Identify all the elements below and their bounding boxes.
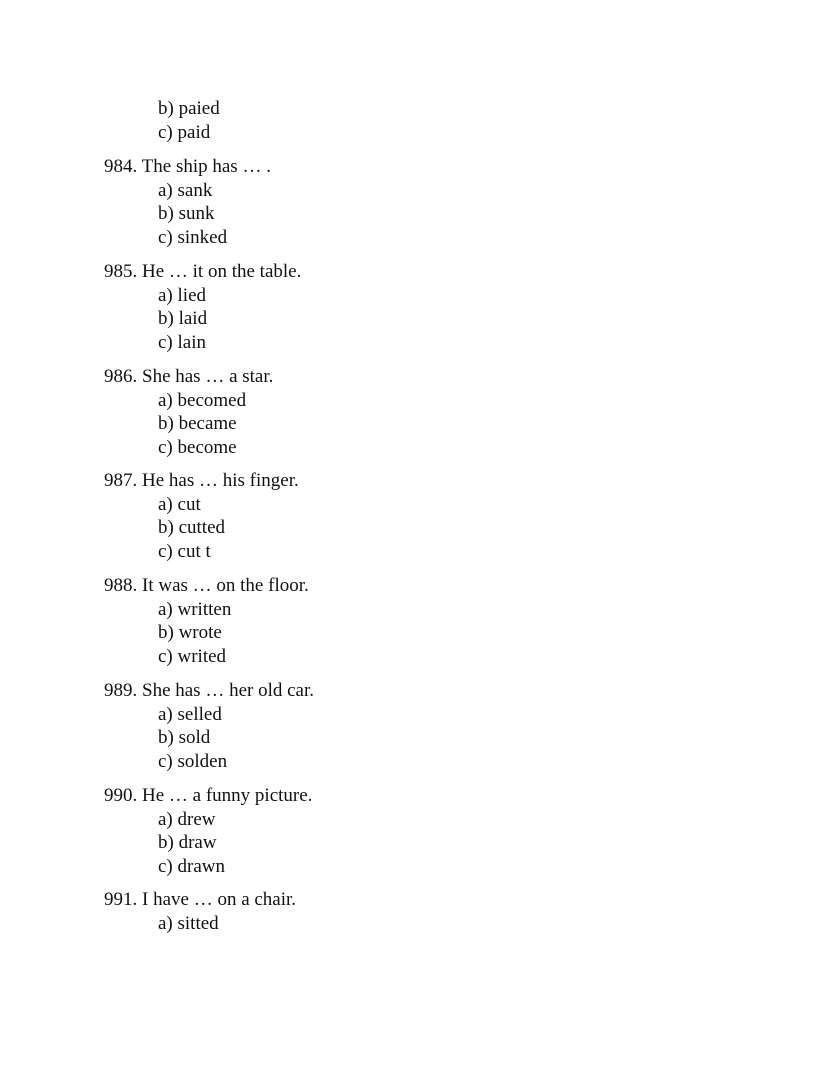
option-b: b) laid [158,308,208,329]
question-987 [104,469,299,563]
option-c: c) drawn [158,855,225,877]
question-stem: 989. She has … her old car. [104,680,315,701]
option-b: b) wrote [158,622,222,643]
question-stem: 987. He has … his finger. [104,470,299,491]
option-a: a) sank [158,179,213,201]
question-988 [104,574,309,668]
question-stem: 984. The ship has … . [104,156,271,177]
option-c: c) writed [158,645,227,667]
option-a: a) lied [158,284,207,306]
option-a: a) drew [158,808,216,830]
option-a: a) becomed [158,389,247,411]
question-990 [104,784,312,878]
question-stem: 985. He … it on the table. [104,261,302,282]
option-a: a) written [158,598,232,620]
question-stem: 991. I have … on a chair. [104,889,297,910]
question-985 [104,260,301,354]
question-986 [104,365,273,459]
option-b: b) sunk [158,203,215,224]
option-c: c) become [158,436,237,458]
option: b) paied [158,98,220,119]
option-a: a) selled [158,703,222,725]
option-b: b) draw [158,832,217,853]
option-a: a) cut [158,493,201,515]
question-991 [104,888,296,935]
question-stem: 988. It was … on the floor. [104,575,309,596]
question-stem: 986. She has … a star. [104,366,274,387]
question-984 [104,155,271,249]
option-b: b) became [158,413,237,434]
option-b: b) sold [158,727,211,748]
question-989 [104,679,314,773]
question-stem: 990. He … a funny picture. [104,785,313,806]
option: c) paid [158,121,211,143]
option-c: c) sinked [158,226,228,248]
option-c: c) solden [158,750,228,772]
option-c: c) cut t [158,540,211,562]
continued-question-options [158,97,220,144]
option-b: b) cutted [158,517,226,538]
option-a: a) sitted [158,912,219,934]
option-c: c) lain [158,331,207,353]
